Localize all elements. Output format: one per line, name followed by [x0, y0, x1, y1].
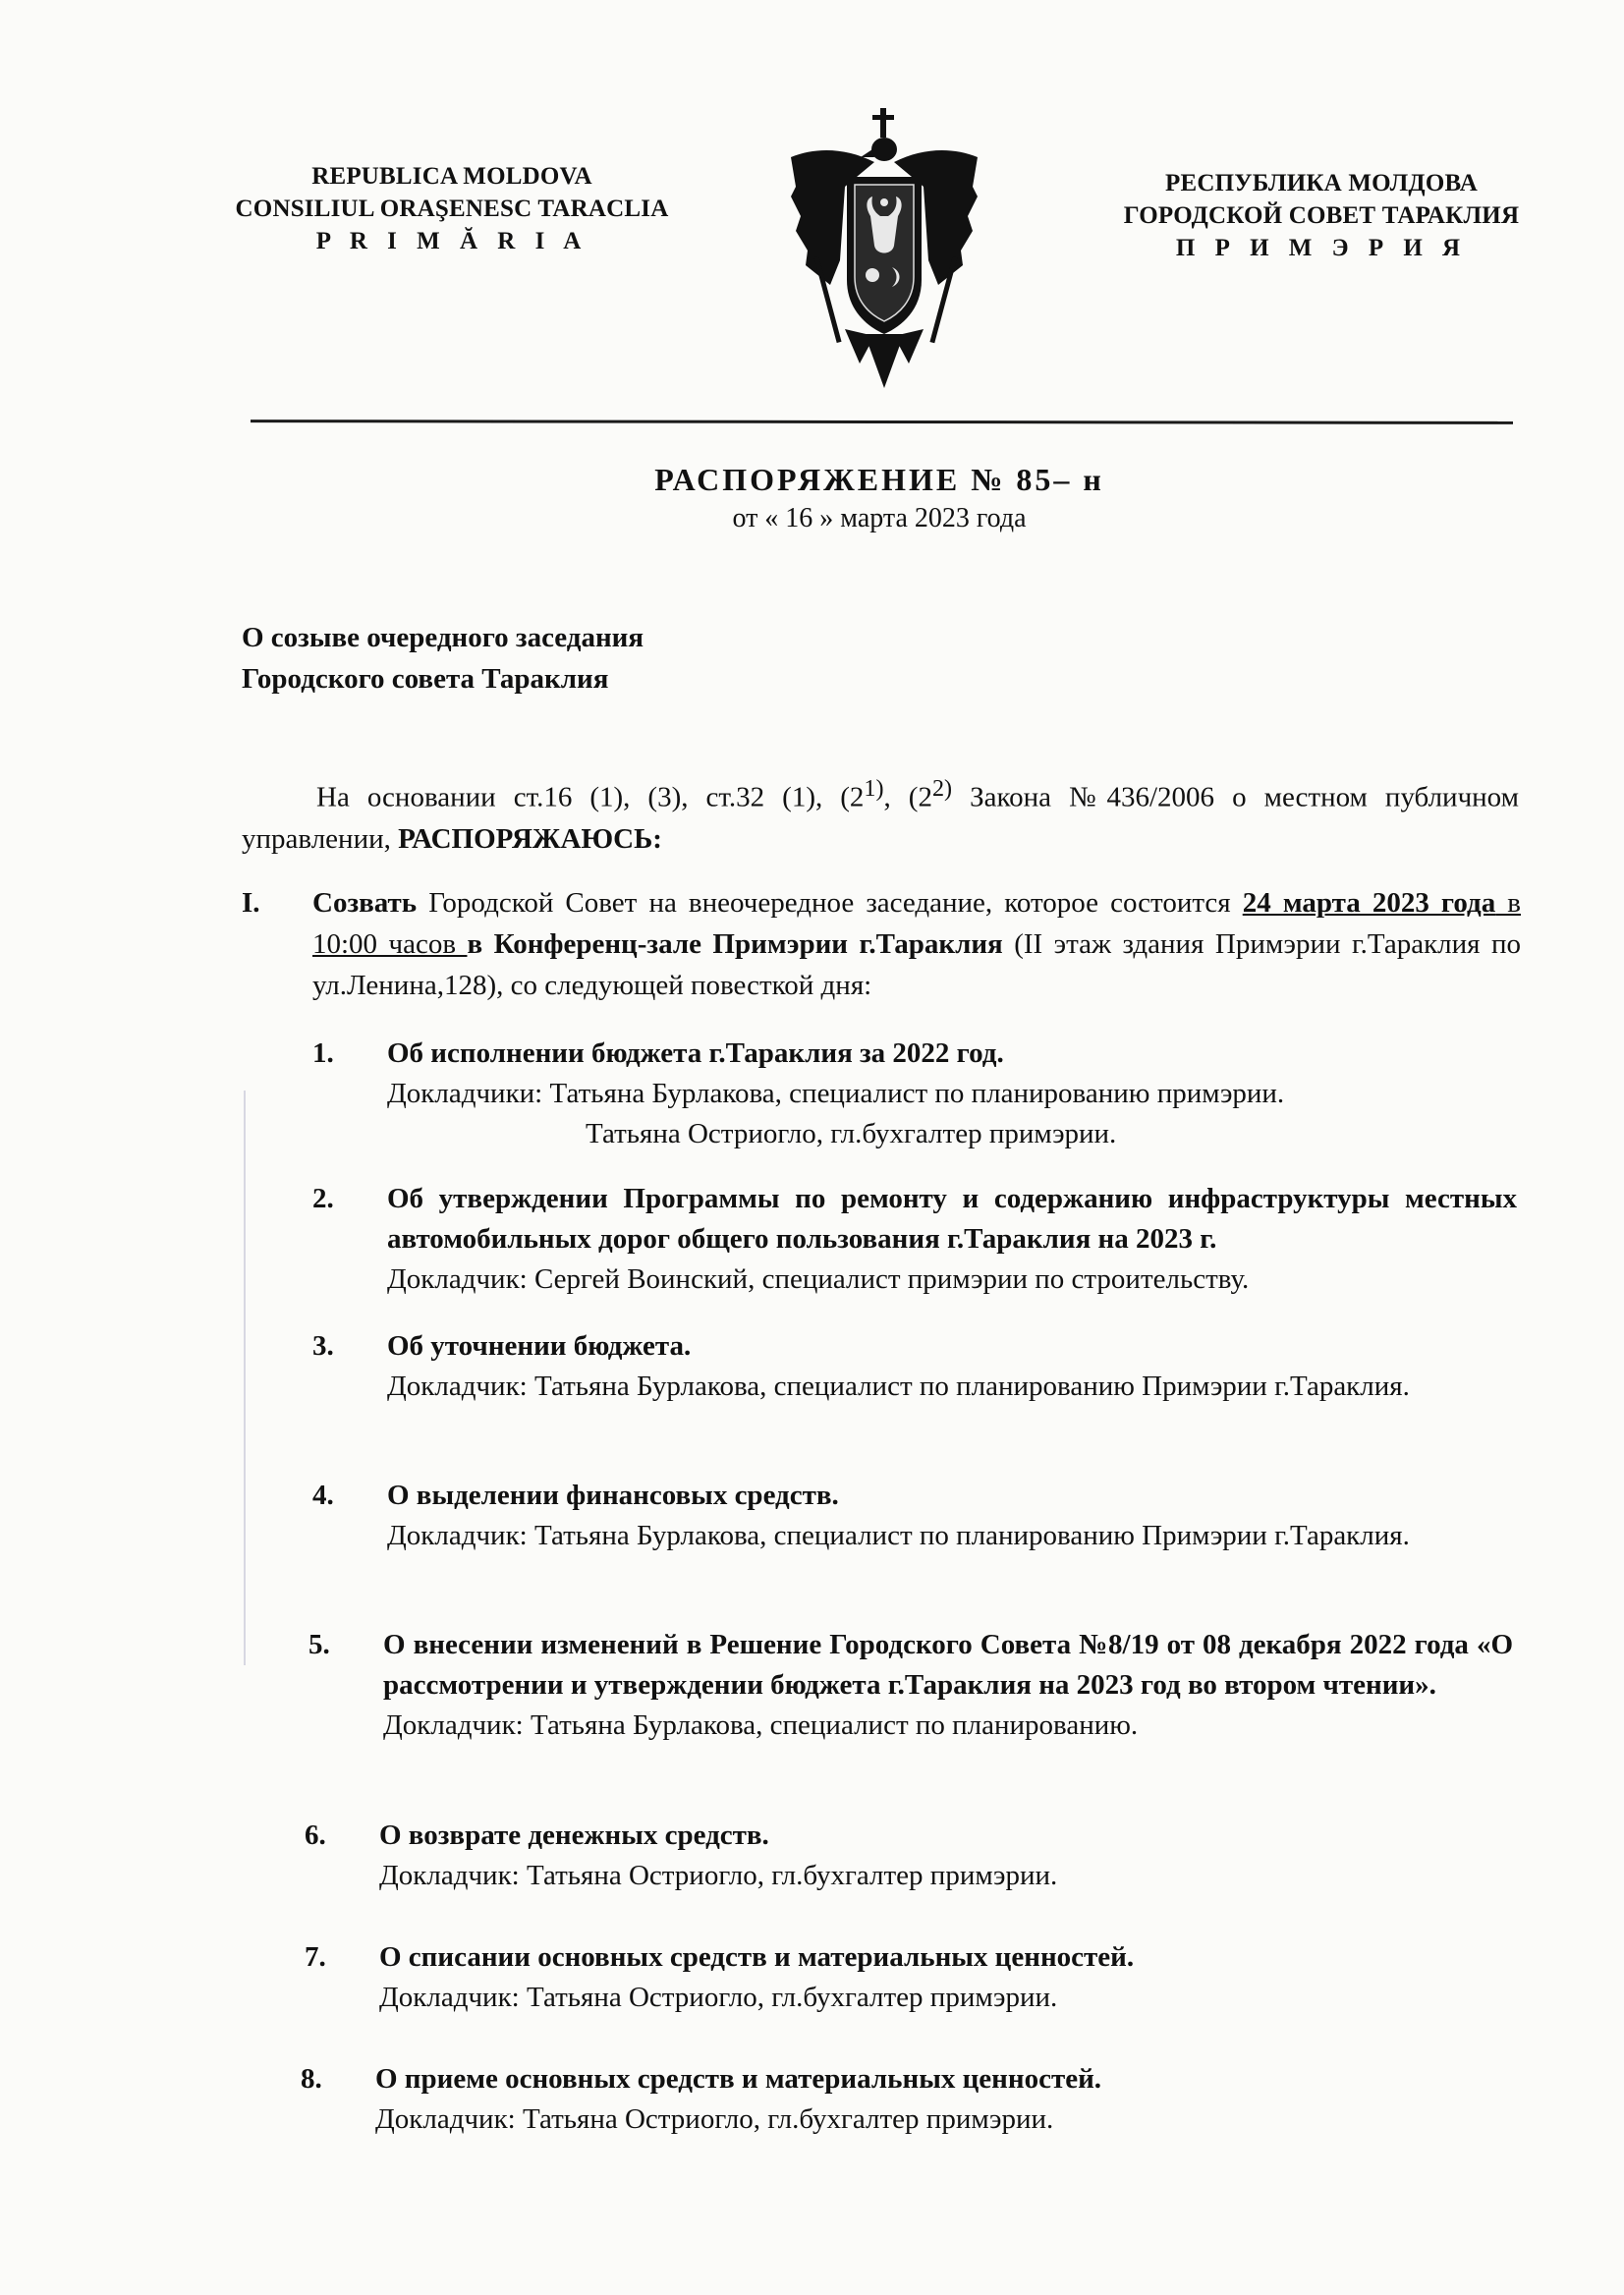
- header-right-line: РЕСПУБЛИКА МОЛДОВА: [1164, 170, 1479, 196]
- agenda-item-number: 4.: [312, 1480, 334, 1511]
- subject-line: Городского совета Тараклия: [242, 663, 609, 695]
- preamble-sup-2: 2): [931, 775, 953, 802]
- header-left-line: REPUBLICA MOLDOVA: [311, 163, 592, 190]
- agenda-item-number: 1.: [312, 1037, 334, 1069]
- document-subject: [242, 617, 644, 700]
- agenda-item-body: [387, 1326, 1517, 1407]
- agenda-item-speaker: Докладчик: Татьяна Бурлакова, специалист по планированию.: [383, 1709, 1139, 1741]
- preamble-paragraph: [242, 768, 1519, 860]
- header-left-line: CONSILIUL ORAŞENESC TARACLIA: [235, 196, 669, 222]
- agenda-item-title: О списании основных средств и материальных ценностей.: [379, 1941, 1135, 1973]
- agenda-item-body: [387, 1179, 1517, 1300]
- agenda-item-number: 7.: [305, 1941, 326, 1973]
- agenda-item-title: О приеме основных средств и материальных ценностей.: [375, 2063, 1102, 2095]
- preamble-text: На основании ст.16 (1), (3), ст.32 (1), (2: [316, 781, 865, 813]
- header-left-line: P R I M Ă R I A: [315, 228, 588, 254]
- agenda-item-title: Об исполнении бюджета г.Тараклия за 2022 год.: [387, 1037, 1004, 1069]
- document-title: РАСПОРЯЖЕНИЕ № 85– н: [654, 462, 1104, 497]
- section-text-1: Городской Совет на внеочередное заседание, которое состоится: [417, 887, 1243, 919]
- header-right-line: ГОРОДСКОЙ СОВЕТ ТАРАКЛИЯ: [1123, 202, 1520, 229]
- section-place: в Конференц-зале Примэрии г.Тараклия: [467, 928, 1003, 960]
- agenda-item-body: [387, 1034, 1517, 1154]
- agenda-item-number: 8.: [301, 2063, 322, 2095]
- section-date: 24 марта 2023 года: [1242, 887, 1496, 919]
- agenda-item-number: 2.: [312, 1183, 334, 1214]
- agenda-item-speaker: Докладчик: Татьяна Бурлакова, специалист по планированию Примэрии г.Тараклия.: [387, 1520, 1410, 1551]
- agenda-item-title: Об уточнении бюджета.: [387, 1330, 692, 1362]
- scan-margin-mark: [244, 1091, 246, 1665]
- agenda-item-speaker: Татьяна Остриогло, гл.бухгалтер примэрии.: [586, 1118, 1117, 1149]
- preamble-mid: , (2: [883, 781, 932, 813]
- agenda-item-body: [387, 1476, 1517, 1556]
- section-text-2: (II этаж здания Примэрии г.Тараклия по ул.Ленина,128), со следующей повесткой дня:: [312, 928, 1521, 1001]
- header-right-russian: [1091, 167, 1552, 264]
- agenda-item-number: 6.: [305, 1819, 326, 1851]
- agenda-item-title: Об утверждении Программы по ремонту и содержанию инфраструктуры местных автомобильных дорог общего пользования г.Тараклия на 2023 г.: [387, 1183, 1517, 1255]
- agenda-item-number: 3.: [312, 1330, 334, 1362]
- agenda-item-speaker: Докладчик: Татьяна Бурлакова, специалист по планированию Примэрии г.Тараклия.: [387, 1371, 1410, 1402]
- document-date: от « 16 » марта 2023 года: [732, 503, 1027, 533]
- section-verb: Созвать: [312, 887, 418, 919]
- agenda-item-speaker: Докладчик: Татьяна Остриогло, гл.бухгалтер примэрии.: [375, 2103, 1054, 2135]
- header-divider: [251, 420, 1513, 424]
- agenda-item-number: 5.: [308, 1629, 330, 1660]
- header-right-line: П Р И М Э Р И Я: [1175, 235, 1468, 261]
- section-body: [312, 882, 1521, 1006]
- agenda-item-speaker: Докладчики: Татьяна Бурлакова, специалист по планированию примэрии.: [387, 1078, 1285, 1109]
- agenda-item-title: О внесении изменений в Решение Городского Совета №8/19 от 08 декабря 2022 года «О рассмотрении и утверждении бюджета г.Тараклия на 2023 год во втором чтении».: [383, 1629, 1513, 1701]
- preamble-tail: Закона №436/2006 о местном публичном управлении,: [242, 781, 1519, 855]
- header-left-romanian: [196, 160, 707, 257]
- section-number: I.: [242, 887, 260, 919]
- agenda-item-speaker: Докладчик: Татьяна Остриогло, гл.бухгалтер примэрии.: [379, 1982, 1058, 2013]
- agenda-item-speaker: Докладчик: Сергей Воинский, специалист примэрии по строительству.: [387, 1263, 1250, 1295]
- agenda-item-title: О выделении финансовых средств.: [387, 1480, 839, 1511]
- agenda-item-title: О возврате денежных средств.: [379, 1819, 769, 1851]
- agenda-item-body: [383, 1625, 1513, 1746]
- preamble-decree: РАСПОРЯЖАЮСЬ:: [398, 822, 662, 855]
- subject-line: О созыве очередного заседания: [242, 622, 644, 653]
- preamble-sup-1: 1): [864, 775, 884, 802]
- section-time: в 10:00 часов: [312, 887, 1521, 960]
- agenda-item-speaker: Докладчик: Татьяна Остриогло, гл.бухгалтер примэрии.: [379, 1860, 1058, 1891]
- agenda-item-body: [379, 1937, 1509, 2018]
- moldova-coat-of-arms-icon: [786, 108, 982, 388]
- agenda-item-body: [375, 2059, 1505, 2140]
- agenda-item-body: [379, 1816, 1509, 1896]
